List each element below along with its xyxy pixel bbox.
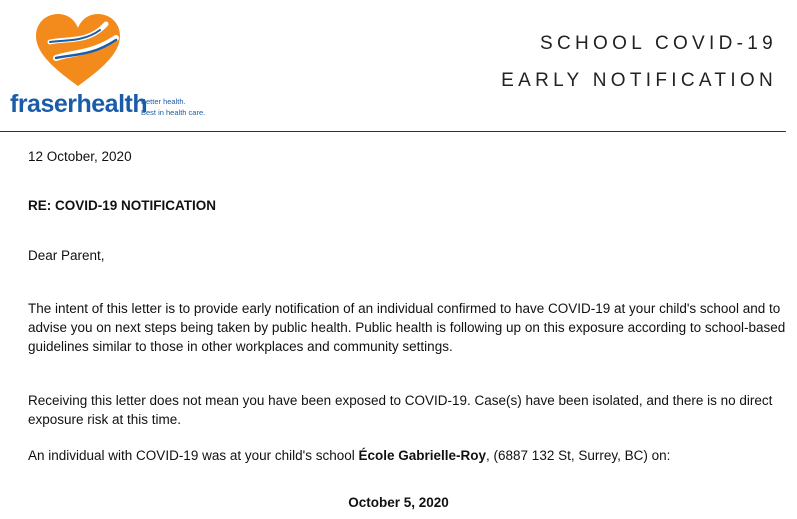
logo-tagline-line2: Best in health care. xyxy=(141,108,206,117)
letter-paragraph-3 xyxy=(28,446,797,465)
logo-wordmark xyxy=(10,90,147,119)
logo-wordmark-part2: health xyxy=(76,90,148,118)
letter-paragraph-2: Receiving this letter does not mean you have been exposed to COVID-19. Case(s) have been isolated, and there is no direct exposure risk at this time. xyxy=(28,393,773,427)
school-name: École Gabrielle-Roy xyxy=(358,448,487,463)
exposure-date: October 5, 2020 xyxy=(348,495,449,510)
document-title-line2: EARLY NOTIFICATION xyxy=(501,70,777,91)
logo-tagline-line1: Better health. xyxy=(141,97,186,106)
paragraph-3-prefix: An individual with COVID-19 was at your child's school xyxy=(28,448,359,463)
letter-date: 12 October, 2020 xyxy=(28,149,132,164)
document-title-line1: SCHOOL COVID-19 xyxy=(540,33,777,54)
heart-logo-icon xyxy=(30,12,125,90)
paragraph-3-suffix: , (6887 132 St, Surrey, BC) on: xyxy=(486,448,671,463)
letter-greeting: Dear Parent, xyxy=(28,248,105,263)
header-divider xyxy=(0,131,786,132)
logo-wordmark-part1: fraser xyxy=(10,90,77,118)
letter-subject: RE: COVID-19 NOTIFICATION xyxy=(28,198,217,213)
fraser-health-logo xyxy=(8,12,218,122)
logo-tagline xyxy=(141,96,205,118)
letter-paragraph-1: The intent of this letter is to provide early notification of an individual confirmed to have COVID-19 at your child's school and to advise you on next steps being taken by public health. Public health is following up on this exposure according to school-based guidelines similar to those in other workplaces and community settings. xyxy=(28,301,786,354)
